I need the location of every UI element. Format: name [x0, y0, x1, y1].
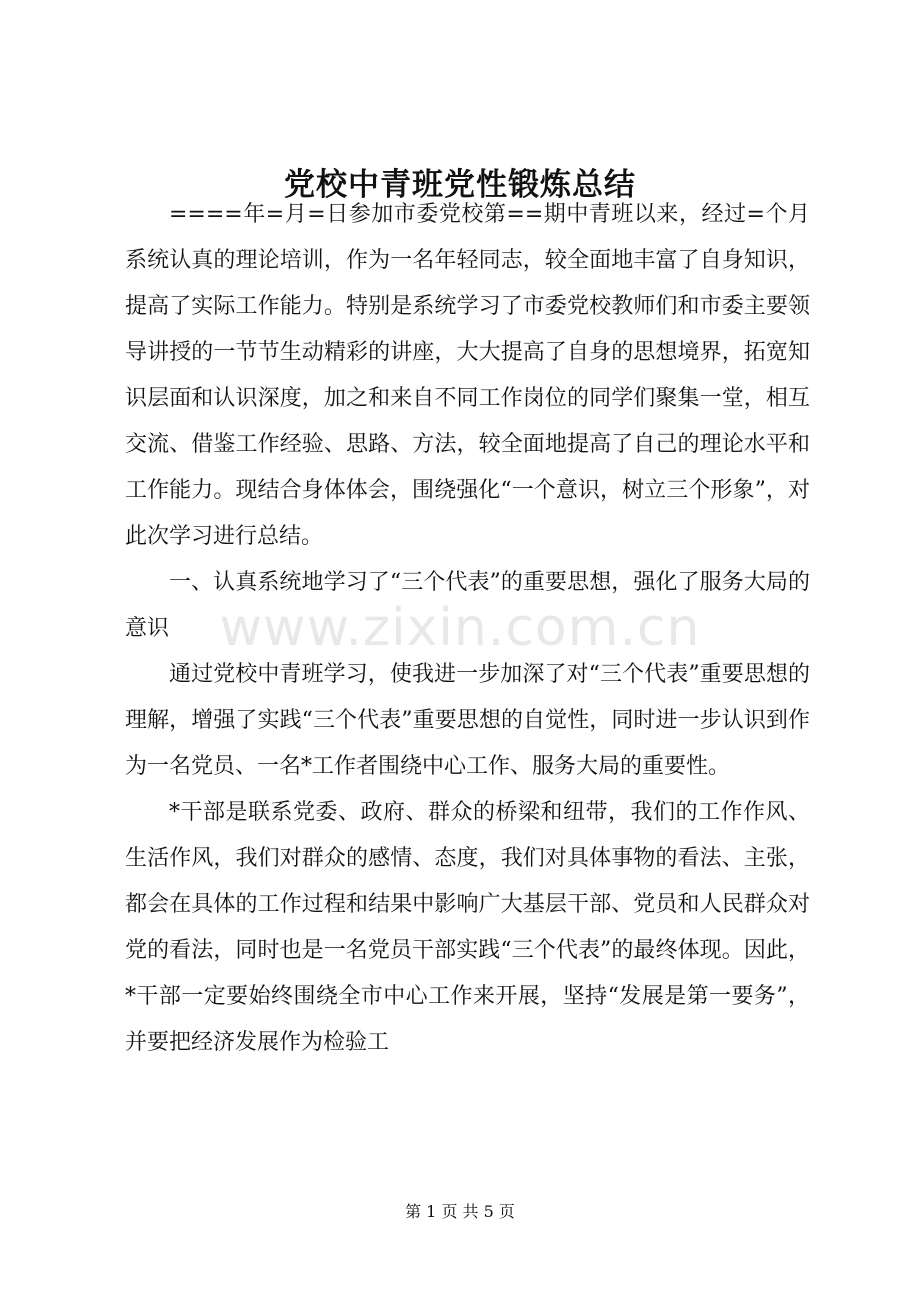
paragraph-cadre: *干部是联系党委、政府、群众的桥梁和纽带，我们的工作作风、生活作风，我们对群众的感情、态度，我们对具体事物的看法、主张，都会在具体的工作过程和结果中影响广大基层干部、党员和人民群众对党的看法，同时也是一名党员干部实践“三个代表”的最终体现。因此，*干部一定要始终围绕全市中心工作来开展，坚持“发展是第一要务”，并要把经济发展作为检验工 [125, 800, 810, 1055]
paragraph-intro: ====年=月=日参加市委党校第==期中青班以来，经过=个月系统认真的理论培训，作为一名年轻同志，较全面地丰富了自身知识，提高了实际工作能力。特别是系统学习了市委党校教师们和市委主要领导讲授的一节节生动精彩的讲座，大大提高了自身的思想境界，拓宽知识层面和认识深度，加之和来自不同工作岗位的同学们聚集一堂，相互交流、借鉴工作经验、思路、方法，较全面地提高了自己的理论水平和工作能力。现结合身体体会，围绕强化“一个意识，树立三个形象”，对此次学习进行总结。 [125, 202, 810, 549]
document-title: 党校中青班党性锻炼总结 [284, 167, 636, 203]
watermark-text: www.zixin.com.cn [219, 598, 701, 658]
page-footer: 第 1 页 共 5 页 [405, 1202, 515, 1221]
section-heading-1: 一、认真系统地学习了“三个代表”的重要思想，强化了服务大局的意识 [125, 570, 810, 641]
paragraph-study: 通过党校中青班学习，使我进一步加深了对“三个代表”重要思想的理解，增强了实践“三个代表”重要思想的自觉性，同时进一步认识到作为一名党员、一名*工作者围绕中心工作、服务大局的重要性。 [125, 662, 810, 779]
document-body [125, 192, 810, 1066]
